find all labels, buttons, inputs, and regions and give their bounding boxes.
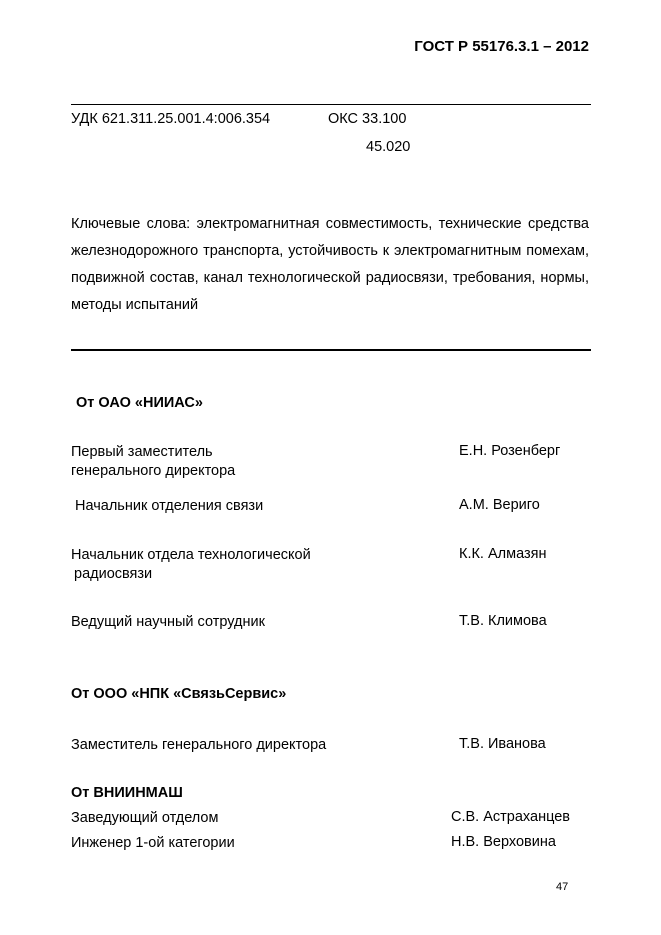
person-name: Т.В. Климова — [459, 613, 547, 629]
org-heading-niias: От ОАО «НИИАС» — [76, 395, 203, 411]
oks-code-2: 45.020 — [366, 139, 411, 155]
person-position: Заведующий отделом — [71, 810, 219, 826]
bottom-divider — [71, 349, 591, 351]
person-position: Инженер 1-ой категории — [71, 835, 235, 851]
org-heading-svyazservis: От ООО «НПК «СвязьСервис» — [71, 686, 287, 702]
person-position — [71, 443, 235, 481]
top-divider — [71, 104, 591, 105]
keywords-paragraph: Ключевые слова: электромагнитная совместимость, технические средства железнодорожного транспорта, устойчивость к электромагнитным помехам, подвижной состав, канал технологической радиосвязи, требования, нормы, методы испытаний — [71, 216, 589, 313]
position-line-1: Начальник отдела технологической — [71, 547, 311, 563]
person-position: Заместитель генерального директора — [71, 737, 327, 753]
person-position: Начальник отделения связи — [75, 498, 264, 514]
oks-code-1: ОКС 33.100 — [328, 111, 407, 127]
person-position: Ведущий научный сотрудник — [71, 614, 265, 630]
position-line-1: Первый заместитель — [71, 444, 213, 460]
person-position — [71, 546, 311, 584]
person-name: К.К. Алмазян — [459, 546, 547, 562]
person-name: Н.В. Верховина — [451, 834, 556, 850]
person-name: Е.Н. Розенберг — [459, 443, 561, 459]
person-name: С.В. Астраханцев — [451, 809, 570, 825]
page-number: 47 — [556, 881, 569, 893]
standard-number: ГОСТ Р 55176.3.1 – 2012 — [414, 38, 589, 55]
udk-code: УДК 621.311.25.001.4:006.354 — [71, 111, 271, 127]
person-name: Т.В. Иванова — [459, 736, 546, 752]
position-line-2: генерального директора — [71, 463, 236, 479]
org-heading-vniinmash: От ВНИИНМАШ — [71, 785, 183, 801]
position-line-2: радиосвязи — [74, 566, 153, 582]
person-name: А.М. Вериго — [459, 497, 540, 513]
